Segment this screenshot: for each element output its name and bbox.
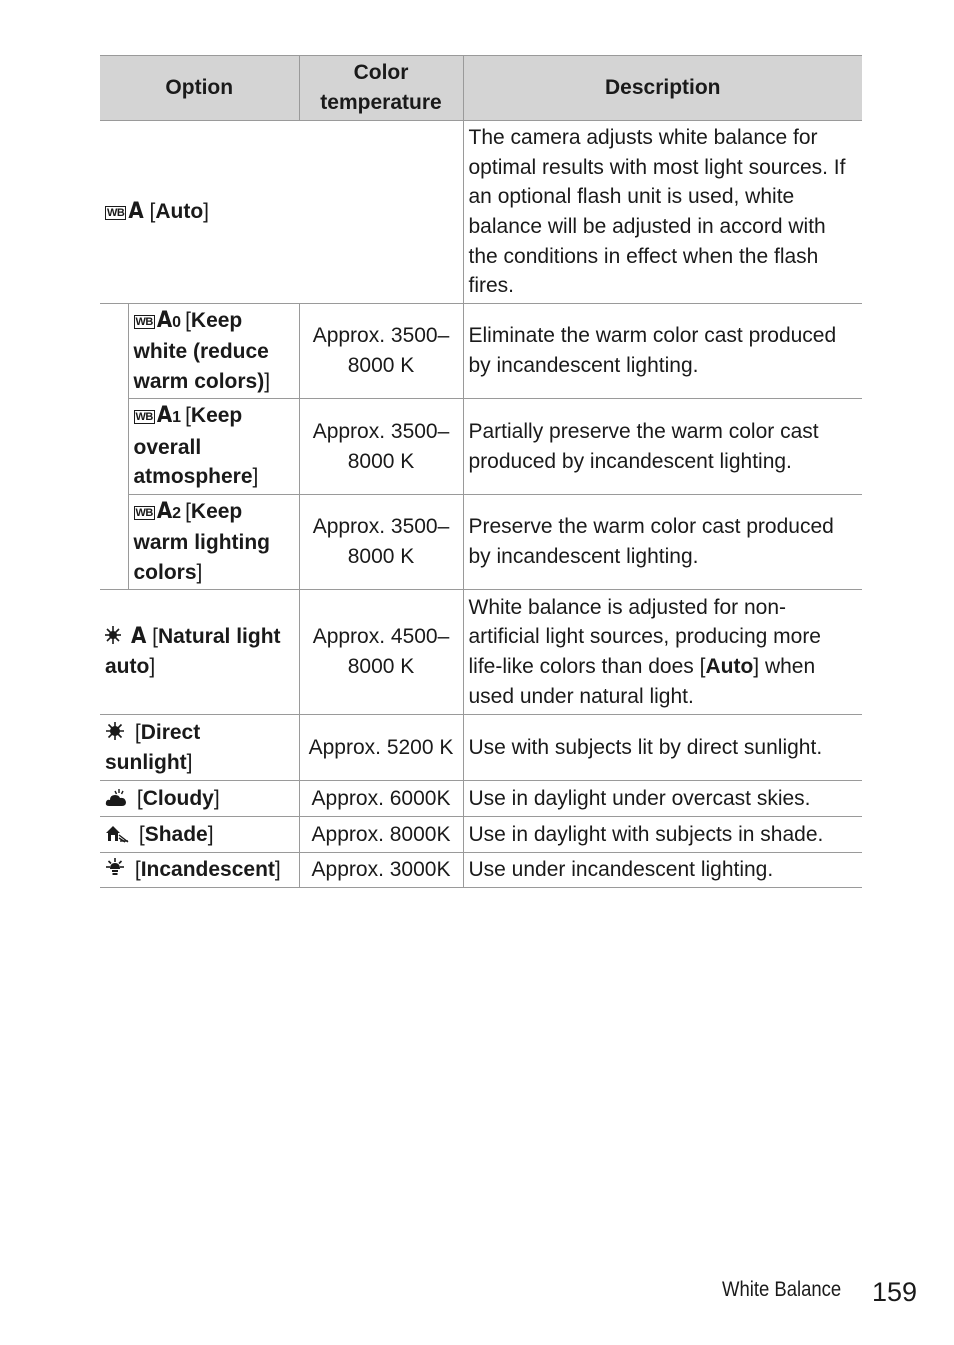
option-label: Direct sunlight [105,720,201,774]
description-cell: White balance is adjusted for non-artificial light sources, producing more life-like colors than does [Auto] when used under natural light. [463,590,862,715]
description-cell: The camera adjusts white balance for optimal results with most light sources. If an optional flash unit is used, white balance will be adjusted in accord with the conditions in effect when the flash fires. [463,121,862,304]
color-temp-cell: Approx. 8000K [299,817,463,853]
direct-sunlight-icon [105,721,125,741]
option-cell: A [Natural light auto] [100,590,299,715]
header-description: Description [463,56,862,121]
wb-auto-icon: WB [135,411,153,424]
table-row [100,304,862,399]
natural-light-auto-icon [105,625,127,645]
option-label: Cloudy [142,786,214,810]
description-cell: Eliminate the warm color cast produced by incandescent lighting. [463,304,862,399]
header-color-temperature: Color temperature [299,56,463,121]
white-balance-table [100,55,862,888]
option-cell: [Incandescent] [100,853,299,888]
color-temp-cell: Approx. 5200 K [299,715,463,781]
page-number: 159 [872,1277,918,1307]
wb-auto-icon: WB [135,506,153,519]
option-label: Keep white (reduce warm colors) [133,308,269,393]
option-cell: [Cloudy] [100,781,299,817]
color-temp-cell: Approx. 3000K [299,853,463,888]
table-row [100,495,862,590]
header-option: Option [100,56,299,121]
table-row [100,715,862,781]
option-label: Natural light auto [105,625,281,678]
table-row [100,121,862,304]
incandescent-icon [105,858,125,878]
description-cell: Partially preserve the warm color cast produced by incandescent lighting. [463,399,862,495]
option-label: Incandescent [140,858,275,882]
color-temp-cell: Approx. 3500–8000 K [299,495,463,590]
option-cell: [Direct sunlight] [100,715,299,781]
description-cell: Use in daylight with subjects in shade. [463,817,862,853]
color-temp-cell: Approx. 3500–8000 K [299,304,463,399]
option-label: Shade [144,822,208,846]
table-header-row [100,56,862,121]
option-cell: WB A1 [Keep overall atmosphere] [128,399,299,495]
description-cell: Preserve the warm color cast produced by incandescent lighting. [463,495,862,590]
cloudy-icon [105,789,127,807]
indent-spacer [100,304,128,590]
option-cell: WB A2 [Keep warm lighting colors] [128,495,299,590]
table-row [100,781,862,817]
option-cell: WB A0 [Keep white (reduce warm colors)] [128,304,299,399]
wb-auto-icon: WB [107,207,125,220]
description-cell: Use under incandescent lighting. [463,853,862,888]
wb-auto-icon: WB [135,315,153,328]
option-label: Keep warm lighting colors [133,499,270,584]
table-row [100,590,862,715]
color-temp-cell: Approx. 3500–8000 K [299,399,463,495]
shade-icon [105,825,129,843]
footer-section-title: White Balance [722,1278,842,1301]
table-row [100,817,862,853]
table-row [100,853,862,888]
option-cell: [Shade] [100,817,299,853]
description-cell: Use with subjects lit by direct sunlight. [463,715,862,781]
option-label: Auto [155,200,204,224]
option-label: Keep overall atmosphere [133,404,253,489]
option-cell: WB A [Auto] [100,121,463,304]
color-temp-cell: Approx. 4500–8000 K [299,590,463,715]
description-cell: Use in daylight under overcast skies. [463,781,862,817]
table-row [100,399,862,495]
color-temp-cell: Approx. 6000K [299,781,463,817]
